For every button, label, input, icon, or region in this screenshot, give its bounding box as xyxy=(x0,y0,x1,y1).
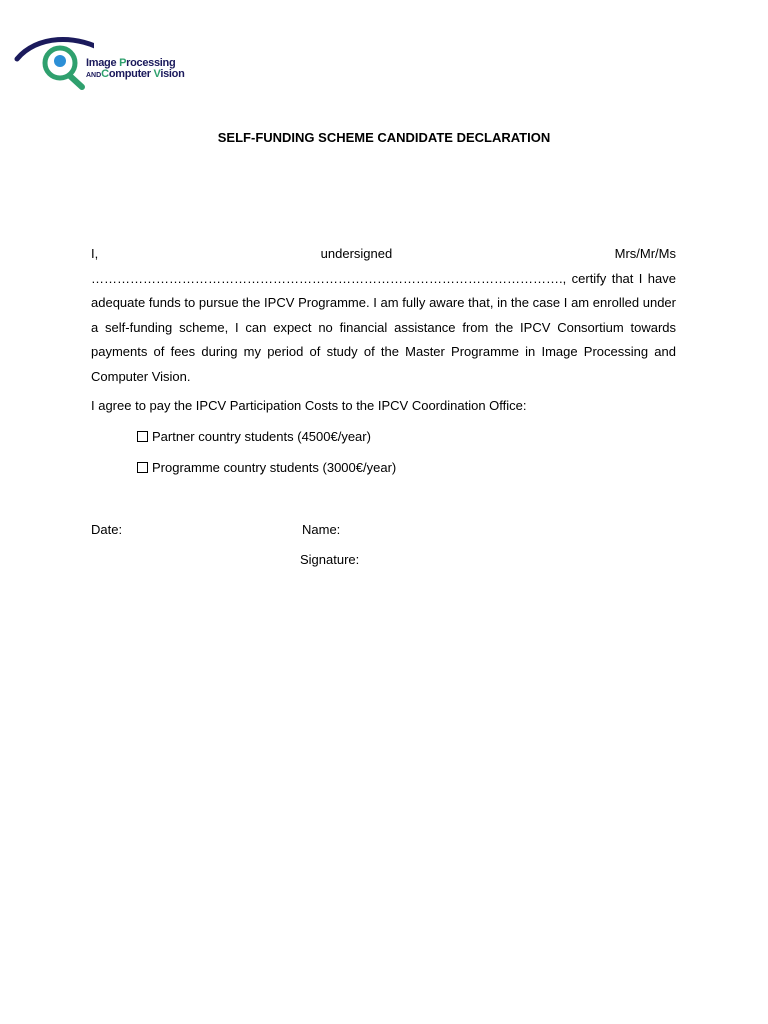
option-partner-country[interactable] xyxy=(137,429,371,444)
name-label: Name: xyxy=(302,522,341,537)
date-label: Date: xyxy=(91,522,123,537)
logo-wordmark: Image Processing ANDComputer Vision xyxy=(86,57,185,80)
ipcv-logo xyxy=(14,34,196,94)
document-title: SELF-FUNDING SCHEME CANDIDATE DECLARATION xyxy=(217,130,551,145)
option-label: Partner country students (4500€/year) xyxy=(152,429,371,444)
checkbox-icon[interactable] xyxy=(137,431,148,442)
checkbox-icon[interactable] xyxy=(137,462,148,473)
agree-statement: I agree to pay the IPCV Participation Costs to the IPCV Coordination Office: xyxy=(91,398,527,413)
option-programme-country[interactable] xyxy=(137,460,396,475)
magnifier-eye-icon xyxy=(14,34,94,94)
option-label: Programme country students (3000€/year) xyxy=(152,460,397,475)
declaration-paragraph: I, undersigned Mrs/Mr/Ms ………………………………………………………………………………………………., certify that I have adequate funds to pursue the IPCV Programme. I am fully aware that, in the case I am enrolled under a self-funding scheme, I can expect no financial assistance from the IPCV Consortium towards payments of fees during my period of study of the Master Programme in Image Processing and Computer Vision. xyxy=(91,246,676,384)
signature-label: Signature: xyxy=(300,552,360,567)
